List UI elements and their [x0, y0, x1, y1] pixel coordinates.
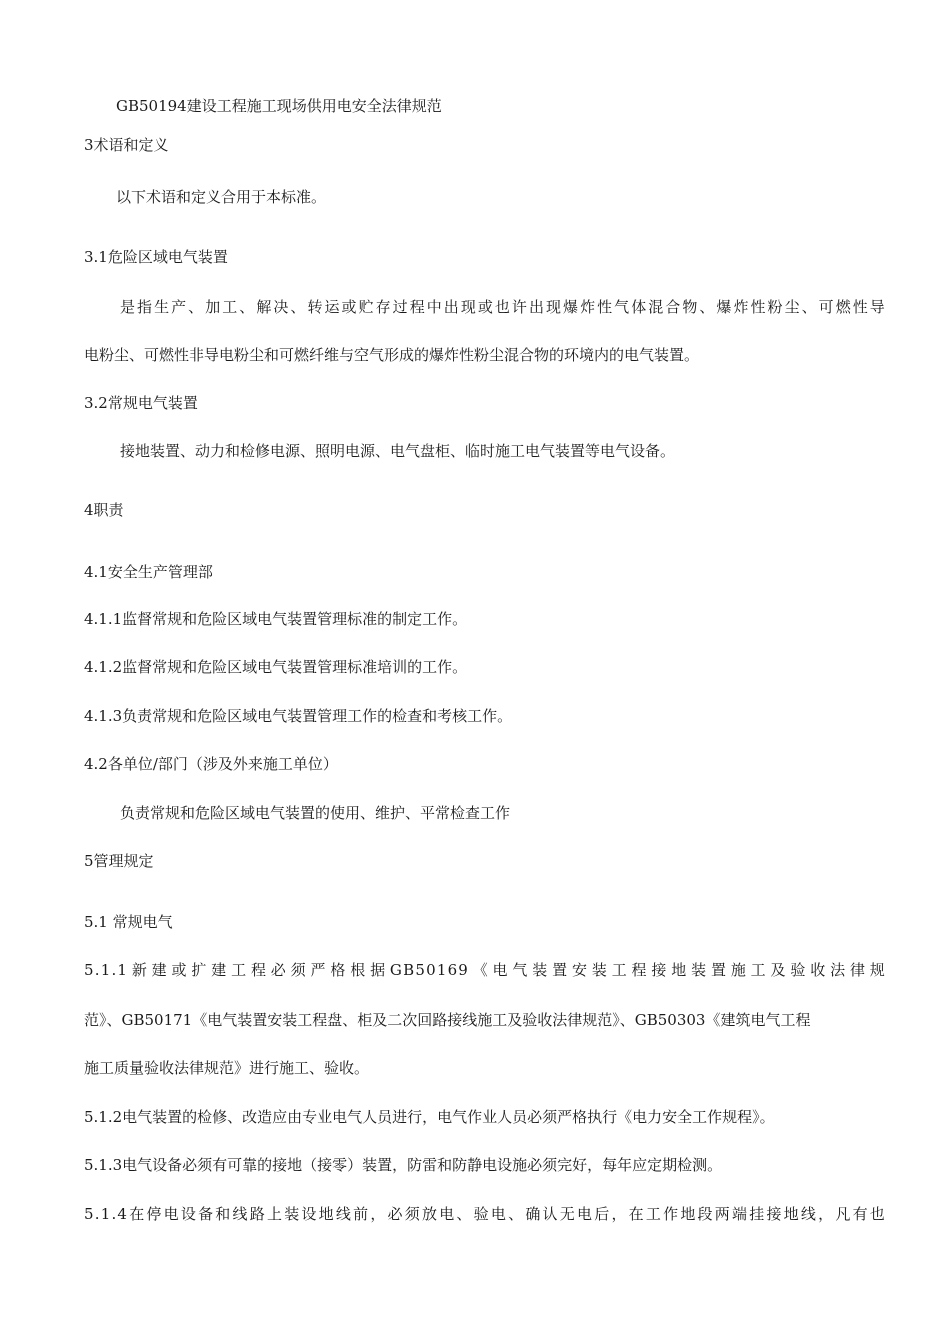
section-5-heading: 5管理规定	[84, 852, 154, 870]
list-item: 5.1.2电气装置的检修、改造应由专业电气人员进行，电气作业人员必须严格执行《电力安全工作规程》。	[84, 1108, 775, 1126]
paragraph-line: 是指生产、加工、解决、转运或贮存过程中出现或也许出现爆炸性气体混合物、爆炸性粉尘、可燃性导	[120, 298, 886, 316]
paragraph-line: 电粉尘、可燃性非导电粉尘和可燃纤维与空气形成的爆炸性粉尘混合物的环境内的电气装置。	[84, 346, 700, 364]
paragraph: 接地装置、动力和检修电源、照明电源、电气盘柜、临时施工电气装置等电气设备。	[120, 442, 676, 460]
paragraph: 负责常规和危险区域电气装置的使用、维护、平常检查工作	[120, 804, 511, 822]
list-item: 4.1.3负责常规和危险区域电气装置管理工作的检查和考核工作。	[84, 707, 513, 725]
paragraph-line: 5.1.1新建或扩建工程必须严格根据GB50169《电气装置安装工程接地装置施工及验收法律规	[84, 961, 886, 979]
section-4-1-heading: 4.1安全生产管理部	[84, 563, 213, 581]
list-item: 5.1.4在停电设备和线路上装设地线前，必须放电、验电、确认无电后，在工作地段两端挂接地线，凡有也	[84, 1205, 886, 1223]
list-item: 4.1.2监督常规和危险区域电气装置管理标准培训的工作。	[84, 658, 468, 676]
section-4-2-heading: 4.2各单位/部门（涉及外来施工单位）	[84, 755, 338, 773]
section-3-1-heading: 3.1危险区域电气装置	[84, 248, 228, 266]
paragraph-line: 范》、GB50171《电气装置安装工程盘、柜及二次回路接线施工及验收法律规范》、GB50303《建筑电气工程	[84, 1011, 811, 1029]
section-4-heading: 4职责	[84, 501, 124, 519]
section-5-1-heading: 5.1 常规电气	[84, 913, 173, 931]
section-3-2-heading: 3.2常规电气装置	[84, 394, 198, 412]
section-3-heading: 3术语和定义	[84, 136, 169, 154]
reference-standard-line: GB50194建设工程施工现场供用电安全法律规范	[116, 97, 442, 115]
paragraph-line: 施工质量验收法律规范》进行施工、验收。	[84, 1059, 370, 1077]
list-item: 4.1.1监督常规和危险区域电气装置管理标准的制定工作。	[84, 610, 468, 628]
paragraph: 以下术语和定义合用于本标准。	[116, 188, 327, 206]
list-item: 5.1.3电气设备必须有可靠的接地（接零）装置，防雷和防静电设施必须完好，每年应定期检测。	[84, 1156, 723, 1174]
